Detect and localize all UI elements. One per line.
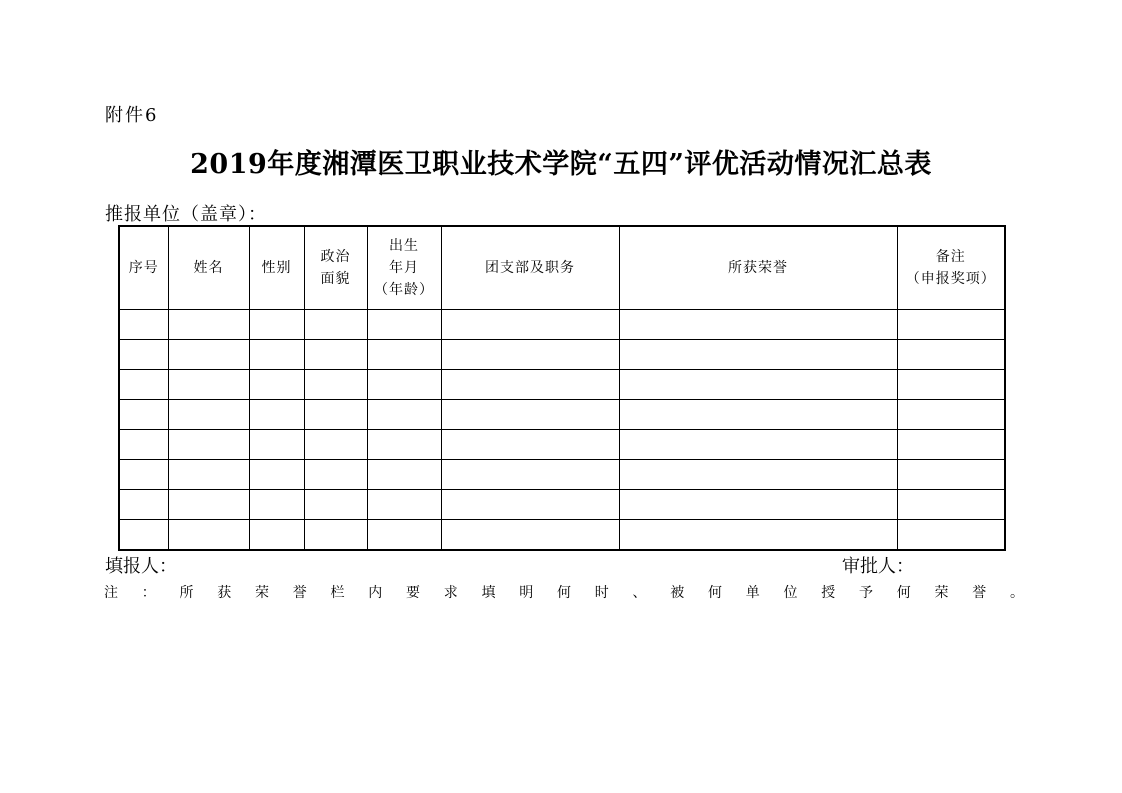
table-cell — [119, 520, 168, 551]
table-cell — [441, 310, 619, 340]
header-name: 姓名 — [168, 226, 249, 310]
table-cell — [441, 430, 619, 460]
footnote-char: 何 — [896, 585, 911, 601]
summary-table — [118, 225, 1006, 551]
table-cell — [304, 460, 367, 490]
table-body — [119, 310, 1005, 551]
table-cell — [168, 490, 249, 520]
approver-label: 审批人： — [842, 556, 914, 577]
table-cell — [367, 520, 441, 551]
table-row — [119, 430, 1005, 460]
table-cell — [897, 430, 1005, 460]
table-cell — [119, 490, 168, 520]
table-cell — [619, 430, 897, 460]
footnote-char: 被 — [670, 585, 685, 601]
footnote-char: 何 — [708, 585, 722, 601]
table-cell — [249, 310, 304, 340]
table-cell — [249, 460, 304, 490]
table-row — [119, 370, 1005, 400]
table-cell — [119, 310, 168, 340]
table-cell — [897, 520, 1005, 551]
table-cell — [119, 460, 168, 490]
table-cell — [441, 520, 619, 551]
footnote — [104, 582, 1024, 602]
table-cell — [304, 310, 367, 340]
table-cell — [168, 430, 249, 460]
table-cell — [897, 310, 1005, 340]
table-cell — [619, 520, 897, 551]
header-birth-date: 出生 年月 （年龄） — [367, 226, 441, 310]
footnote-char: 内 — [368, 585, 383, 601]
table-cell — [441, 490, 619, 520]
footnote-char: 荣 — [255, 585, 269, 601]
footnote-char: 求 — [443, 585, 458, 601]
footnote-char: 何 — [557, 585, 571, 601]
table-cell — [441, 460, 619, 490]
table-cell — [367, 370, 441, 400]
table-cell — [367, 490, 441, 520]
table-row — [119, 400, 1005, 430]
header-serial-no: 序号 — [119, 226, 168, 310]
table-cell — [168, 400, 249, 430]
table-cell — [249, 370, 304, 400]
header-political-status: 政治 面貌 — [304, 226, 367, 310]
footnote-char: 、 — [632, 585, 647, 601]
footnote-char: 要 — [406, 585, 420, 601]
footnote-char: 誉 — [972, 585, 987, 601]
table-cell — [367, 430, 441, 460]
table-row — [119, 310, 1005, 340]
header-honors: 所获荣誉 — [619, 226, 897, 310]
footnote-char: 获 — [217, 585, 232, 601]
table-cell — [367, 310, 441, 340]
table-cell — [441, 340, 619, 370]
table-cell — [119, 370, 168, 400]
table-cell — [119, 400, 168, 430]
table-cell — [441, 370, 619, 400]
table-cell — [619, 370, 897, 400]
table-cell — [249, 340, 304, 370]
table-cell — [168, 370, 249, 400]
table-cell — [249, 430, 304, 460]
table-cell — [119, 340, 168, 370]
table-cell — [897, 400, 1005, 430]
table-cell — [304, 340, 367, 370]
table-row — [119, 490, 1005, 520]
table-cell — [168, 460, 249, 490]
table-row — [119, 520, 1005, 551]
footnote-char: 授 — [821, 585, 836, 601]
footnote-char: 所 — [179, 585, 194, 601]
header-gender: 性别 — [249, 226, 304, 310]
table-cell — [304, 490, 367, 520]
table-cell — [304, 430, 367, 460]
table-row — [119, 460, 1005, 490]
table-cell — [304, 520, 367, 551]
header-branch-position: 团支部及职务 — [441, 226, 619, 310]
attachment-label: 附件6 — [105, 105, 159, 126]
table-cell — [441, 400, 619, 430]
footnote-char: 填 — [481, 585, 496, 601]
footnote-char: 栏 — [330, 585, 345, 601]
table-header-row — [119, 226, 1005, 310]
footnote-char: 明 — [519, 585, 534, 601]
table-cell — [249, 490, 304, 520]
table-cell — [897, 490, 1005, 520]
table-cell — [168, 310, 249, 340]
table-cell — [619, 310, 897, 340]
table-cell — [619, 460, 897, 490]
table-cell — [367, 460, 441, 490]
table-cell — [304, 370, 367, 400]
footnote-char: 予 — [859, 585, 873, 601]
table-cell — [897, 370, 1005, 400]
table-cell — [619, 400, 897, 430]
table-cell — [619, 340, 897, 370]
footnote-char: ： — [141, 585, 156, 601]
footnote-char: 荣 — [934, 585, 949, 601]
footnote-char: 时 — [594, 585, 609, 601]
table-cell — [168, 340, 249, 370]
table-row — [119, 340, 1005, 370]
footnote-char: 誉 — [292, 585, 307, 601]
filler-label: 填报人： — [105, 556, 177, 577]
table-cell — [249, 520, 304, 551]
table-cell — [897, 340, 1005, 370]
table-cell — [367, 340, 441, 370]
table-cell — [249, 400, 304, 430]
footnote-char: 。 — [1010, 585, 1024, 601]
document-title: 2019年度湘潭医卫职业技术学院“五四”评优活动情况汇总表 — [190, 149, 932, 180]
footnote-char: 注 — [104, 585, 118, 601]
header-remarks: 备注 （申报奖项） — [897, 226, 1005, 310]
unit-label: 推报单位（盖章）： — [105, 204, 267, 225]
table-cell — [619, 490, 897, 520]
table-cell — [367, 400, 441, 430]
table-cell — [897, 460, 1005, 490]
table-cell — [119, 430, 168, 460]
footnote-char: 位 — [783, 585, 798, 601]
table-cell — [168, 520, 249, 551]
table-cell — [304, 400, 367, 430]
footnote-char: 单 — [745, 585, 760, 601]
